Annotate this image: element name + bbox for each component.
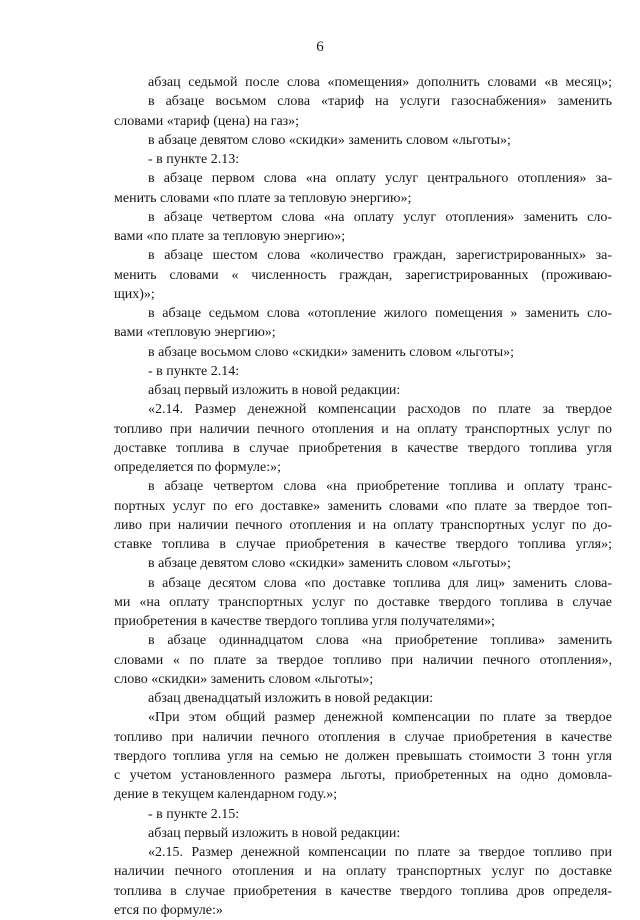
text-line: дение в текущем календарном году.»; bbox=[114, 787, 338, 803]
text-line: абзац двенадцатый изложить в новой редакции: bbox=[148, 691, 434, 706]
text-line: «При этом общий размер денежной компенсации по плате за твердое bbox=[148, 710, 612, 726]
text-line: в абзаце одиннадцатом слова «на приобретение топлива» заменить bbox=[148, 633, 612, 649]
text-line: ется по формуле:» bbox=[114, 902, 223, 918]
document-body bbox=[114, 73, 612, 920]
text-line: в абзаце девятом слово «скидки» заменить словом «льготы»; bbox=[148, 556, 511, 572]
text-line: в абзаце первом слова «на оплату услуг центрального отопления» за- bbox=[148, 171, 612, 187]
text-line: - в пункте 2.14: bbox=[148, 363, 240, 379]
text-line: с учетом установленного размера льготы, приобретенных на одно домовла- bbox=[114, 768, 612, 783]
text-line: вами «по плате за тепловую энергию»; bbox=[114, 229, 346, 244]
text-line: доставке топлива в случае приобретения в качестве твердого топлива угля bbox=[114, 440, 612, 456]
text-line: менить словами «по плате за тепловую энергию»; bbox=[114, 190, 412, 206]
text-line: абзац первый изложить в новой редакции: bbox=[148, 825, 401, 841]
text-line: в абзаце восьмом слова «тариф на услуги газоснабжения» заменить bbox=[148, 94, 612, 110]
text-line: топливо при наличии печного отопления и на оплату транспортных услуг по bbox=[114, 421, 612, 437]
text-line: словами « по плате за твердое топливо при наличии печного отопления», bbox=[114, 652, 612, 668]
text-line: ми «на оплату транспортных услуг по доставке твердого топлива в случае bbox=[114, 594, 612, 610]
text-line: «2.14. Размер денежной компенсации расходов по плате за твердое bbox=[148, 402, 612, 418]
page-number: 6 bbox=[316, 39, 324, 55]
text-line: вами «тепловую энергию»; bbox=[114, 325, 276, 341]
text-line: в абзаце девятом слово «скидки» заменить словом «льготы»; bbox=[148, 132, 511, 148]
text-line: слово «скидки» заменить словом «льготы»; bbox=[114, 671, 374, 687]
text-line: определяется по формуле:»; bbox=[114, 460, 282, 475]
text-line: твердого топлива угля на семью не должен превышать стоимости 3 тонн угля bbox=[114, 748, 612, 764]
text-line: абзац первый изложить в новой редакции: bbox=[148, 383, 401, 398]
text-line: в абзаце шестом слова «количество граждан, зарегистрированных» за- bbox=[148, 248, 612, 264]
text-line: - в пункте 2.13: bbox=[148, 152, 240, 167]
text-line: топливо при наличии печного отопления в случае приобретения в качестве bbox=[114, 729, 612, 745]
text-line: менить словами « численность граждан, зарегистрированных (проживаю- bbox=[114, 267, 612, 283]
text-line: в абзаце четвертом слова «на оплату услуг отопления» заменить сло- bbox=[148, 209, 612, 225]
text-line: в абзаце седьмом слова «отопление жилого помещения » заменить сло- bbox=[148, 306, 612, 321]
text-line: абзац седьмой после слова «помещения» дополнить словами «в месяц»; bbox=[148, 75, 612, 90]
text-line: - в пункте 2.15: bbox=[148, 806, 240, 822]
text-line: словами «тариф (цена) на газ»; bbox=[114, 113, 300, 129]
text-line: щих)»; bbox=[114, 286, 155, 302]
text-line: наличии печного отопления и на оплату транспортных услуг по доставке bbox=[114, 864, 612, 880]
text-line: в абзаце десятом слова «по доставке топлива для лиц» заменить слова- bbox=[148, 575, 612, 591]
text-line: ливо при наличии печного отопления и на оплату транспортных услуг по до- bbox=[114, 517, 612, 533]
text-line: в абзаце восьмом слово «скидки» заменить словом «льготы»; bbox=[148, 344, 515, 360]
text-line: портных услуг по его доставке» заменить словами «по плате за твердое топ- bbox=[114, 498, 612, 514]
text-line: топлива в случае приобретения в качестве твердого топлива дров определя- bbox=[114, 883, 612, 899]
text-line: в абзаце четвертом слова «на приобретение топлива и оплату транс- bbox=[148, 479, 612, 495]
text-line: «2.15. Размер денежной компенсации по плате за твердое топливо при bbox=[148, 845, 612, 860]
text-line: ставке топлива в случае приобретения в качестве твердого топлива угля»; bbox=[114, 537, 612, 552]
text-line: приобретения в качестве твердого топлива угля получателями»; bbox=[114, 614, 495, 629]
